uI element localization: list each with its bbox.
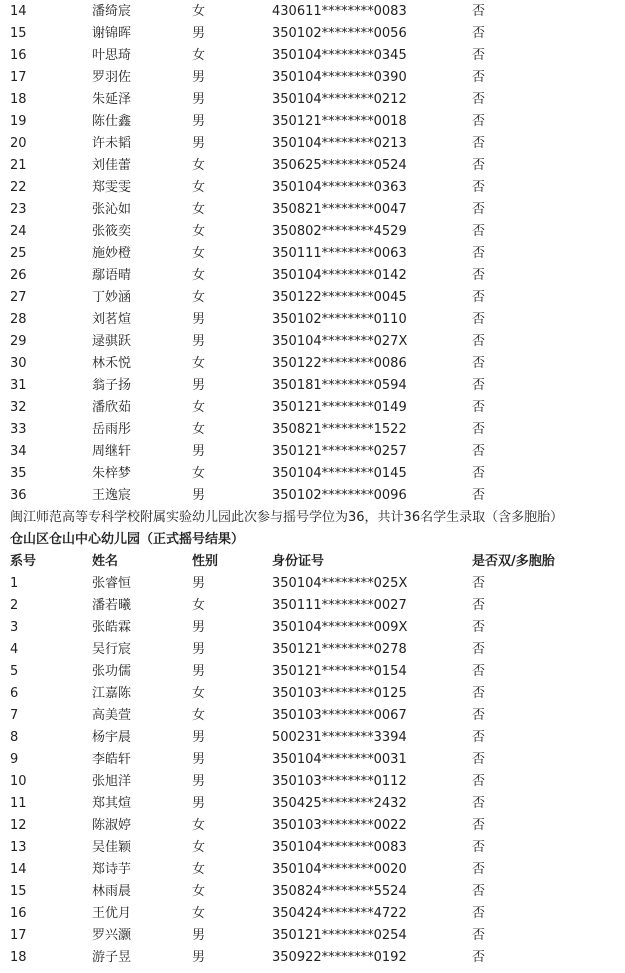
cell-name: 游子昱 bbox=[92, 950, 132, 965]
cell-name: 张功儒 bbox=[92, 664, 132, 679]
cell-name: 郑诗芋 bbox=[92, 862, 132, 877]
cell-no: 14 bbox=[10, 4, 27, 19]
cell-id: 350922********0192 bbox=[272, 950, 407, 965]
cell-id: 350821********1522 bbox=[272, 422, 407, 437]
cell-no: 32 bbox=[10, 400, 27, 415]
cell-no: 1 bbox=[10, 576, 19, 591]
cell-name: 林雨晨 bbox=[92, 884, 132, 899]
table-row bbox=[0, 837, 625, 859]
cell-twin: 否 bbox=[472, 180, 486, 195]
table-row bbox=[0, 397, 625, 419]
cell-sex: 男 bbox=[192, 774, 206, 789]
cell-sex: 女 bbox=[192, 180, 206, 195]
cell-name: 陈仕鑫 bbox=[92, 114, 132, 129]
cell-id: 350122********0086 bbox=[272, 356, 407, 371]
cell-twin: 否 bbox=[472, 642, 486, 657]
cell-id: 350111********0027 bbox=[272, 598, 407, 613]
table-row bbox=[0, 45, 625, 67]
cell-twin: 否 bbox=[472, 48, 486, 63]
cell-id: 350103********0112 bbox=[272, 774, 407, 789]
cell-id: 350121********0149 bbox=[272, 400, 407, 415]
cell-twin: 否 bbox=[472, 708, 486, 723]
table-row bbox=[0, 815, 625, 837]
cell-sex: 男 bbox=[192, 26, 206, 41]
cell-id: 430611********0083 bbox=[272, 4, 407, 19]
cell-name: 罗羽佐 bbox=[92, 70, 132, 85]
cell-sex: 女 bbox=[192, 884, 206, 899]
cell-sex: 男 bbox=[192, 312, 206, 327]
cell-id: 350181********0594 bbox=[272, 378, 407, 393]
cell-sex: 女 bbox=[192, 686, 206, 701]
cell-sex: 男 bbox=[192, 136, 206, 151]
cell-id: 350425********2432 bbox=[272, 796, 407, 811]
cell-twin: 否 bbox=[472, 466, 486, 481]
cell-twin: 否 bbox=[472, 862, 486, 877]
cell-name: 丁妙涵 bbox=[92, 290, 132, 305]
cell-id: 350104********0212 bbox=[272, 92, 407, 107]
cell-name: 郑雯雯 bbox=[92, 180, 132, 195]
section-1-summary: 闽江师范高等专科学校附属实验幼儿园此次参与摇号学位为36，共计36名学生录取（含多胞胎） bbox=[10, 510, 564, 525]
table-row bbox=[0, 749, 625, 771]
table-row bbox=[0, 595, 625, 617]
table-row bbox=[0, 727, 625, 749]
cell-sex: 男 bbox=[192, 70, 206, 85]
cell-id: 350121********0154 bbox=[272, 664, 407, 679]
cell-sex: 女 bbox=[192, 708, 206, 723]
cell-sex: 女 bbox=[192, 598, 206, 613]
table-row bbox=[0, 221, 625, 243]
table-row bbox=[0, 441, 625, 463]
cell-twin: 否 bbox=[472, 312, 486, 327]
cell-sex: 女 bbox=[192, 48, 206, 63]
cell-no: 13 bbox=[10, 840, 27, 855]
cell-no: 3 bbox=[10, 620, 19, 635]
cell-no: 7 bbox=[10, 708, 19, 723]
cell-id: 500231********3394 bbox=[272, 730, 407, 745]
cell-twin: 否 bbox=[472, 356, 486, 371]
header-twin: 是否双/多胞胎 bbox=[472, 554, 555, 569]
cell-no: 10 bbox=[10, 774, 27, 789]
cell-id: 350121********0254 bbox=[272, 928, 407, 943]
cell-sex: 男 bbox=[192, 114, 206, 129]
cell-sex: 男 bbox=[192, 664, 206, 679]
cell-name: 刘佳蕾 bbox=[92, 158, 132, 173]
cell-name: 张旭洋 bbox=[92, 774, 132, 789]
cell-twin: 否 bbox=[472, 246, 486, 261]
table-row bbox=[0, 705, 625, 727]
cell-name: 谢锦晖 bbox=[92, 26, 132, 41]
cell-twin: 否 bbox=[472, 114, 486, 129]
cell-sex: 男 bbox=[192, 444, 206, 459]
cell-name: 张睿恒 bbox=[92, 576, 132, 591]
cell-no: 30 bbox=[10, 356, 27, 371]
table-row bbox=[0, 463, 625, 485]
cell-id: 350104********0020 bbox=[272, 862, 407, 877]
table-row bbox=[0, 89, 625, 111]
cell-no: 19 bbox=[10, 114, 27, 129]
cell-twin: 否 bbox=[472, 488, 486, 503]
cell-twin: 否 bbox=[472, 576, 486, 591]
cell-name: 郑其煊 bbox=[92, 796, 132, 811]
cell-sex: 男 bbox=[192, 928, 206, 943]
table-row bbox=[0, 309, 625, 331]
cell-name: 周继轩 bbox=[92, 444, 132, 459]
cell-id: 350104********027X bbox=[272, 334, 408, 349]
table-row bbox=[0, 683, 625, 705]
cell-name: 王逸宸 bbox=[92, 488, 132, 503]
cell-sex: 男 bbox=[192, 334, 206, 349]
cell-id: 350802********4529 bbox=[272, 224, 407, 239]
cell-name: 叶思琦 bbox=[92, 48, 132, 63]
cell-twin: 否 bbox=[472, 70, 486, 85]
cell-id: 350625********0524 bbox=[272, 158, 407, 173]
table-row bbox=[0, 859, 625, 881]
cell-id: 350104********0083 bbox=[272, 840, 407, 855]
cell-name: 罗兴灏 bbox=[92, 928, 132, 943]
cell-sex: 女 bbox=[192, 224, 206, 239]
cell-no: 11 bbox=[10, 796, 27, 811]
cell-twin: 否 bbox=[472, 26, 486, 41]
cell-id: 350104********0363 bbox=[272, 180, 407, 195]
cell-no: 26 bbox=[10, 268, 27, 283]
table-row bbox=[0, 485, 625, 507]
cell-id: 350104********025X bbox=[272, 576, 408, 591]
cell-name: 许未韬 bbox=[92, 136, 132, 151]
table-row bbox=[0, 155, 625, 177]
cell-twin: 否 bbox=[472, 928, 486, 943]
cell-no: 36 bbox=[10, 488, 27, 503]
table-row bbox=[0, 67, 625, 89]
table-row bbox=[0, 287, 625, 309]
cell-no: 18 bbox=[10, 92, 27, 107]
cell-name: 陈淑婷 bbox=[92, 818, 132, 833]
header-sex: 性别 bbox=[192, 554, 219, 569]
cell-name: 江嘉陈 bbox=[92, 686, 132, 701]
cell-name: 吴行宸 bbox=[92, 642, 132, 657]
table-row bbox=[0, 177, 625, 199]
cell-id: 350102********0110 bbox=[272, 312, 407, 327]
cell-name: 高美萱 bbox=[92, 708, 132, 723]
cell-no: 15 bbox=[10, 26, 27, 41]
cell-no: 9 bbox=[10, 752, 19, 767]
cell-twin: 否 bbox=[472, 840, 486, 855]
cell-twin: 否 bbox=[472, 334, 486, 349]
cell-id: 350102********0096 bbox=[272, 488, 407, 503]
cell-twin: 否 bbox=[472, 422, 486, 437]
cell-sex: 女 bbox=[192, 422, 206, 437]
cell-name: 张皓霖 bbox=[92, 620, 132, 635]
cell-no: 20 bbox=[10, 136, 27, 151]
cell-sex: 男 bbox=[192, 752, 206, 767]
cell-sex: 男 bbox=[192, 488, 206, 503]
header-no: 系号 bbox=[10, 554, 37, 569]
table-row bbox=[0, 331, 625, 353]
table-row bbox=[0, 23, 625, 45]
cell-name: 潘若曦 bbox=[92, 598, 132, 613]
cell-twin: 否 bbox=[472, 92, 486, 107]
cell-sex: 男 bbox=[192, 642, 206, 657]
cell-sex: 男 bbox=[192, 92, 206, 107]
cell-name: 潘绮宸 bbox=[92, 4, 132, 19]
cell-no: 12 bbox=[10, 818, 27, 833]
cell-no: 29 bbox=[10, 334, 27, 349]
cell-name: 施妙橙 bbox=[92, 246, 132, 261]
header-id: 身份证号 bbox=[272, 554, 325, 569]
table-row bbox=[0, 111, 625, 133]
cell-no: 27 bbox=[10, 290, 27, 305]
cell-sex: 男 bbox=[192, 730, 206, 745]
cell-twin: 否 bbox=[472, 686, 486, 701]
cell-sex: 女 bbox=[192, 202, 206, 217]
cell-no: 31 bbox=[10, 378, 27, 393]
cell-no: 25 bbox=[10, 246, 27, 261]
cell-twin: 否 bbox=[472, 818, 486, 833]
cell-name: 杨宇晨 bbox=[92, 730, 132, 745]
cell-name: 逯骐跃 bbox=[92, 334, 132, 349]
cell-sex: 女 bbox=[192, 906, 206, 921]
table-row bbox=[0, 199, 625, 221]
table-row bbox=[0, 133, 625, 155]
cell-no: 33 bbox=[10, 422, 27, 437]
cell-name: 潘欣茹 bbox=[92, 400, 132, 415]
cell-twin: 否 bbox=[472, 730, 486, 745]
cell-id: 350821********0047 bbox=[272, 202, 407, 217]
cell-id: 350103********0022 bbox=[272, 818, 407, 833]
table-row bbox=[0, 793, 625, 815]
cell-sex: 男 bbox=[192, 950, 206, 965]
cell-sex: 男 bbox=[192, 796, 206, 811]
cell-no: 14 bbox=[10, 862, 27, 877]
cell-no: 24 bbox=[10, 224, 27, 239]
cell-name: 翁子扬 bbox=[92, 378, 132, 393]
cell-twin: 否 bbox=[472, 796, 486, 811]
cell-id: 350121********0257 bbox=[272, 444, 407, 459]
cell-id: 350104********0031 bbox=[272, 752, 407, 767]
cell-id: 350104********0345 bbox=[272, 48, 407, 63]
table-row bbox=[0, 1, 625, 23]
cell-id: 350104********0145 bbox=[272, 466, 407, 481]
cell-twin: 否 bbox=[472, 268, 486, 283]
cell-name: 岳雨彤 bbox=[92, 422, 132, 437]
cell-sex: 男 bbox=[192, 620, 206, 635]
cell-twin: 否 bbox=[472, 136, 486, 151]
cell-no: 8 bbox=[10, 730, 19, 745]
cell-sex: 女 bbox=[192, 246, 206, 261]
table-row bbox=[0, 903, 625, 925]
cell-sex: 女 bbox=[192, 290, 206, 305]
section-2-header-row bbox=[0, 551, 625, 573]
table-row bbox=[0, 947, 625, 969]
cell-sex: 女 bbox=[192, 158, 206, 173]
cell-name: 刘茗煊 bbox=[92, 312, 132, 327]
cell-twin: 否 bbox=[472, 444, 486, 459]
table-row bbox=[0, 617, 625, 639]
cell-no: 4 bbox=[10, 642, 19, 657]
cell-id: 350111********0063 bbox=[272, 246, 407, 261]
cell-sex: 男 bbox=[192, 576, 206, 591]
cell-name: 吴佳颖 bbox=[92, 840, 132, 855]
cell-id: 350121********0278 bbox=[272, 642, 407, 657]
cell-id: 350104********0390 bbox=[272, 70, 407, 85]
cell-no: 2 bbox=[10, 598, 19, 613]
cell-twin: 否 bbox=[472, 884, 486, 899]
cell-no: 23 bbox=[10, 202, 27, 217]
cell-id: 350104********009X bbox=[272, 620, 408, 635]
cell-twin: 否 bbox=[472, 598, 486, 613]
cell-twin: 否 bbox=[472, 906, 486, 921]
cell-no: 5 bbox=[10, 664, 19, 679]
cell-sex: 女 bbox=[192, 840, 206, 855]
cell-name: 张筱奕 bbox=[92, 224, 132, 239]
cell-twin: 否 bbox=[472, 4, 486, 19]
header-name: 姓名 bbox=[92, 554, 119, 569]
cell-id: 350824********5524 bbox=[272, 884, 407, 899]
table-row bbox=[0, 265, 625, 287]
cell-id: 350103********0067 bbox=[272, 708, 407, 723]
table-row bbox=[0, 573, 625, 595]
cell-no: 17 bbox=[10, 70, 27, 85]
cell-sex: 男 bbox=[192, 378, 206, 393]
cell-id: 350424********4722 bbox=[272, 906, 407, 921]
table-row bbox=[0, 881, 625, 903]
cell-twin: 否 bbox=[472, 158, 486, 173]
cell-no: 16 bbox=[10, 48, 27, 63]
cell-no: 21 bbox=[10, 158, 27, 173]
cell-no: 18 bbox=[10, 950, 27, 965]
cell-sex: 女 bbox=[192, 268, 206, 283]
cell-twin: 否 bbox=[472, 664, 486, 679]
cell-no: 15 bbox=[10, 884, 27, 899]
cell-no: 17 bbox=[10, 928, 27, 943]
cell-sex: 女 bbox=[192, 400, 206, 415]
cell-twin: 否 bbox=[472, 202, 486, 217]
cell-id: 350121********0018 bbox=[272, 114, 407, 129]
cell-id: 350102********0056 bbox=[272, 26, 407, 41]
cell-sex: 女 bbox=[192, 356, 206, 371]
cell-twin: 否 bbox=[472, 290, 486, 305]
cell-twin: 否 bbox=[472, 620, 486, 635]
cell-twin: 否 bbox=[472, 774, 486, 789]
cell-sex: 女 bbox=[192, 862, 206, 877]
table-row bbox=[0, 925, 625, 947]
cell-twin: 否 bbox=[472, 950, 486, 965]
cell-id: 350104********0142 bbox=[272, 268, 407, 283]
cell-name: 鄢语晴 bbox=[92, 268, 132, 283]
cell-name: 李皓轩 bbox=[92, 752, 132, 767]
cell-no: 28 bbox=[10, 312, 27, 327]
cell-name: 张沁如 bbox=[92, 202, 132, 217]
table-row bbox=[0, 639, 625, 661]
cell-sex: 女 bbox=[192, 4, 206, 19]
table-row bbox=[0, 661, 625, 683]
cell-twin: 否 bbox=[472, 378, 486, 393]
cell-twin: 否 bbox=[472, 400, 486, 415]
section-2-title: 仓山区仓山中心幼儿园（正式摇号结果） bbox=[10, 532, 245, 547]
table-row bbox=[0, 243, 625, 265]
cell-sex: 女 bbox=[192, 466, 206, 481]
cell-no: 34 bbox=[10, 444, 27, 459]
cell-id: 350122********0045 bbox=[272, 290, 407, 305]
cell-name: 王优月 bbox=[92, 906, 132, 921]
cell-name: 朱梓梦 bbox=[92, 466, 132, 481]
table-row bbox=[0, 353, 625, 375]
table-row bbox=[0, 771, 625, 793]
cell-name: 林禾悦 bbox=[92, 356, 132, 371]
cell-no: 22 bbox=[10, 180, 27, 195]
cell-sex: 女 bbox=[192, 818, 206, 833]
cell-twin: 否 bbox=[472, 224, 486, 239]
cell-twin: 否 bbox=[472, 752, 486, 767]
cell-no: 16 bbox=[10, 906, 27, 921]
table-row bbox=[0, 375, 625, 397]
cell-id: 350103********0125 bbox=[272, 686, 407, 701]
cell-name: 朱延泽 bbox=[92, 92, 132, 107]
cell-id: 350104********0213 bbox=[272, 136, 407, 151]
cell-no: 6 bbox=[10, 686, 19, 701]
cell-no: 35 bbox=[10, 466, 27, 481]
table-row bbox=[0, 419, 625, 441]
